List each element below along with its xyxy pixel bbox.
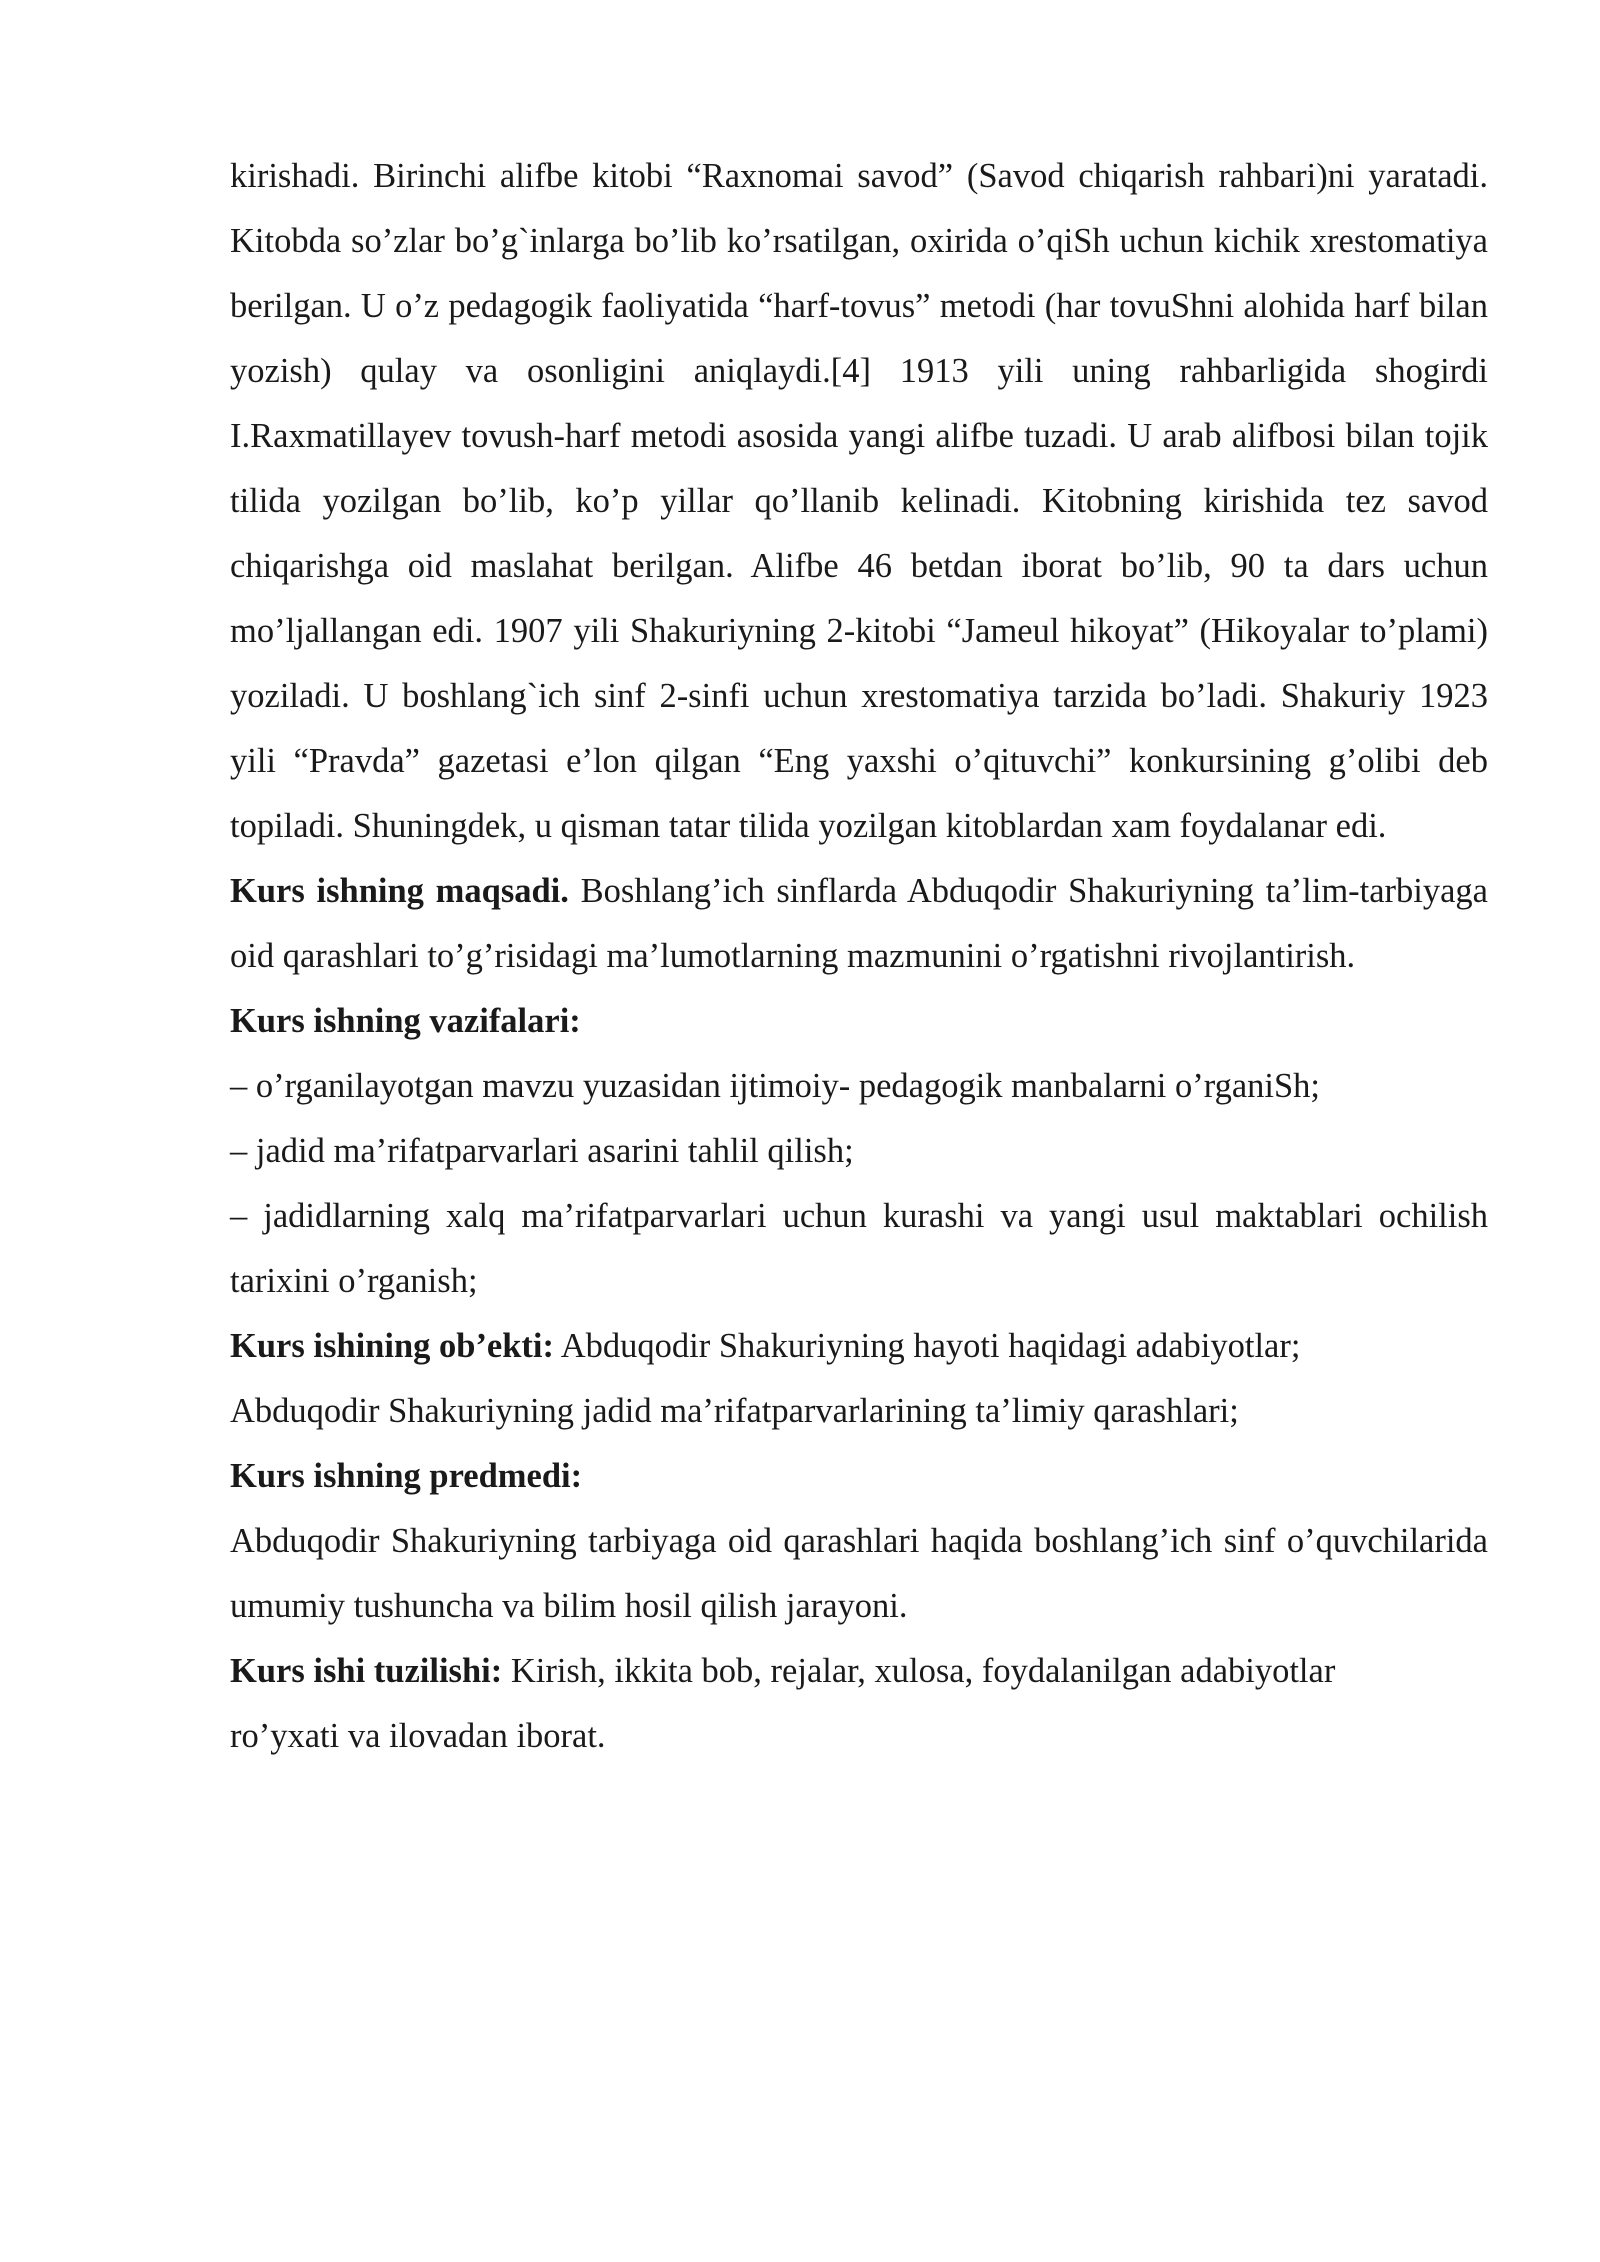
subject-paragraph: Abduqodir Shakuriyning tarbiyaga oid qarashlari haqida boshlang’ich sinf o’quvchilarida umumiy tushuncha va bilim hosil qilish jarayoni. <box>230 1522 1488 1625</box>
tasks-heading <box>230 989 1488 1054</box>
object-line-2: Abduqodir Shakuriyning jadid ma’rifatparvarlarining ta’limiy qarashlari; <box>230 1392 1239 1430</box>
structure-label: Kurs ishi tuzilishi: <box>230 1652 503 1690</box>
object-label: Kurs ishining ob’ekti: <box>230 1327 554 1365</box>
task-item-1: – o’rganilayotgan mavzu yuzasidan ijtimoiy- pedagogik manbalarni o’rganiSh; <box>230 1067 1321 1105</box>
task-item-2: – jadid ma’rifatparvarlari asarini tahlil qilish; <box>230 1132 854 1170</box>
subject-heading <box>230 1444 1488 1509</box>
goal-paragraph <box>230 859 1488 989</box>
structure-text: Kirish, ikkita bob, rejalar, xulosa, foydalanilgan adabiyotlar <box>502 1652 1336 1690</box>
goal-label: Kurs ishning maqsadi. <box>230 872 569 910</box>
intro-paragraph: kirishadi. Birinchi alifbe kitobi “Raxnomai savod” (Savod chiqarish rahbari)ni yaratadi. Kitobda so’zlar bo’g`inlarga bo’lib ko’rsatilgan, oxirida o’qiSh uchun kichik xrestomatiya berilgan. U o’z pedagogik faoliyatida “harf-tovus” metodi (har tovuShni alohida harf bilan yozish) qulay va osonligini aniqlaydi.[4] 1913 yili uning rahbarligida shogirdi I.Raxmatillayev tovush-harf metodi asosida yangi alifbe tuzadi. U arab alifbosi bilan tojik tilida yozilgan bo’lib, ko’p yillar qo’llanib kelinadi. Kitobning kirishida tez savod chiqarishga oid maslahat berilgan. Alifbe 46 betdan iborat bo’lib, 90 ta dars uchun mo’ljallangan edi. 1907 yili Shakuriyning 2-kitobi “Jameul hikoyat” (Hikoyalar to’plami) yoziladi. U boshlang`ich sinf 2-sinfi uchun xrestomatiya tarzida bo’ladi. Shakuriy 1923 yili “Pravda” gazetasi e’lon qilgan “Eng yaxshi o’qituvchi” konkursining g’olibi deb topiladi. Shuningdek, u qisman tatar tilida yozilgan kitoblardan xam foydalanar edi. <box>230 157 1488 845</box>
goal-text: Boshlang’ich sinflarda Abduqodir Shakuriyning ta’lim-tarbiyaga oid qarashlari to’g’risidagi ma’lumotlarning mazmunini o’rgatishni rivojlantirish. <box>230 872 1488 975</box>
structure-line-2: ro’yxati va ilovadan iborat. <box>230 1717 606 1755</box>
object-text: Abduqodir Shakuriyning hayoti haqidagi adabiyotlar; <box>554 1327 1301 1365</box>
structure-paragraph <box>230 1639 1488 1704</box>
object-paragraph <box>230 1314 1488 1379</box>
task-item-3: – jadidlarning xalq ma’rifatparvarlari uchun kurashi va yangi usul maktablari ochilish tarixini o’rganish; <box>230 1197 1488 1300</box>
subject-label: Kurs ishning predmedi: <box>230 1457 583 1495</box>
document-page <box>230 144 1488 1769</box>
tasks-label: Kurs ishning vazifalari: <box>230 1002 581 1040</box>
